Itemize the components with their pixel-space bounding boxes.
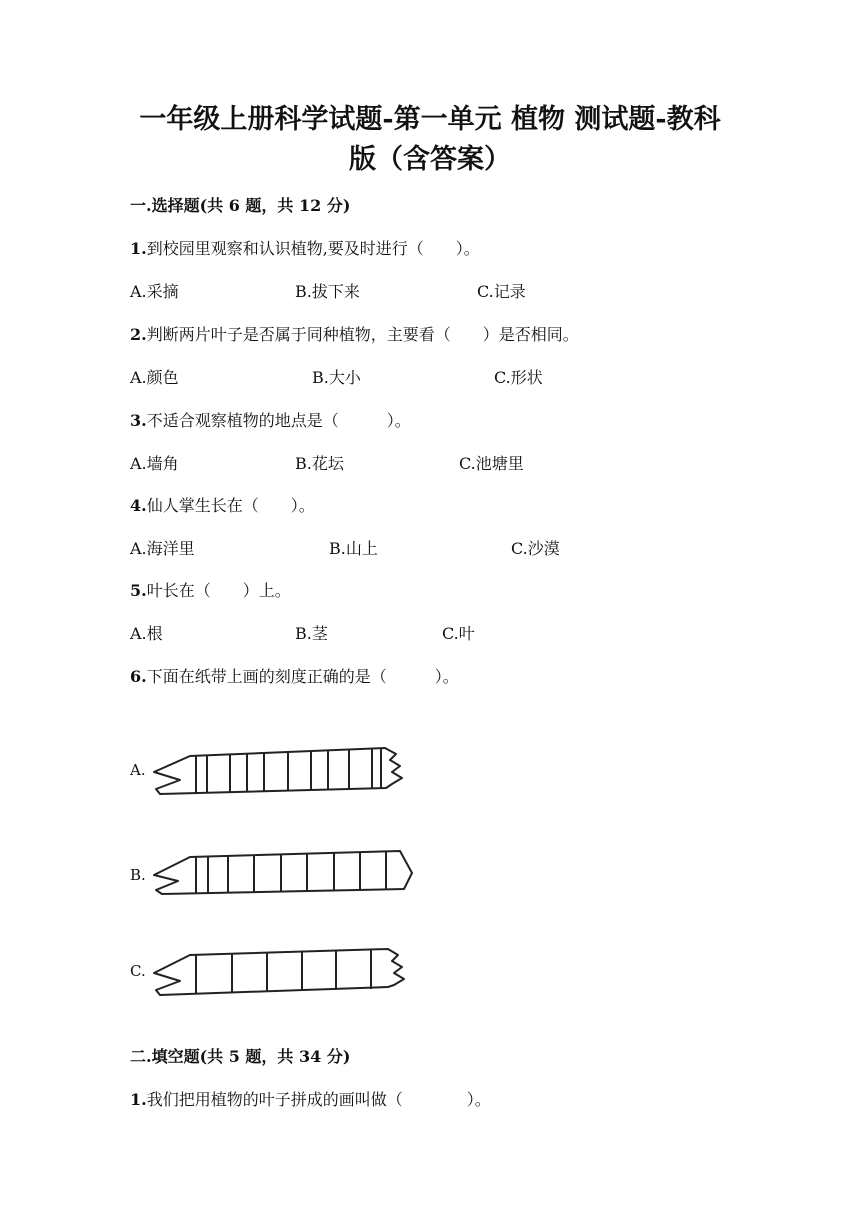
- tape-b-label: B.: [130, 866, 146, 884]
- question-5: [130, 578, 291, 601]
- q3-option-c: C.池塘里: [459, 454, 524, 473]
- q4-option-b: B.山上: [329, 539, 378, 558]
- title-line-2: 版（含答案）: [349, 144, 511, 175]
- question-text: 判断两片叶子是否属于同种植物，主要看（ ）是否相同。: [146, 325, 579, 344]
- q5-option-a: A.根: [130, 624, 163, 643]
- title-line-1: 一年级上册科学试题-第一单元 植物 测试题-教科: [139, 104, 721, 135]
- q4-option-a: A.海洋里: [130, 539, 195, 558]
- paper-tape-b-image: [150, 845, 420, 901]
- question-6: [130, 664, 459, 687]
- question-number: 1.: [130, 1090, 147, 1109]
- question-number: 1.: [130, 239, 147, 258]
- paper-tape-a-image: [150, 740, 420, 802]
- q2-option-b: B.大小: [312, 368, 361, 387]
- question-3: [130, 408, 411, 431]
- tape-a-label: A.: [130, 761, 146, 779]
- q5-option-c: C.叶: [442, 624, 475, 643]
- question-number: 4.: [130, 496, 147, 515]
- question-text: 下面在纸带上画的刻度正确的是（ ）。: [146, 667, 459, 686]
- question-number: 2.: [130, 325, 147, 344]
- question-text: 到校园里观察和认识植物,要及时进行（ ）。: [146, 239, 480, 258]
- q2-option-c: C.形状: [494, 368, 543, 387]
- question-1: [130, 236, 480, 259]
- question-text: 我们把用植物的叶子拼成的画叫做（ ）。: [146, 1090, 491, 1109]
- q1-option-c: C.记录: [477, 282, 526, 301]
- question-fill-1: [130, 1087, 491, 1110]
- q1-option-b: B.拔下来: [295, 282, 360, 301]
- question-text: 仙人掌生长在（ ）。: [146, 496, 315, 515]
- question-2: [130, 322, 579, 345]
- q2-option-a: A.颜色: [130, 368, 179, 387]
- section-heading-choice: 一.选择题(共 6 题，共 12 分): [130, 196, 351, 215]
- question-4: [130, 493, 315, 516]
- paper-tape-c-image: [150, 941, 420, 1001]
- q4-option-c: C.沙漠: [511, 539, 560, 558]
- q1-option-a: A.采摘: [130, 282, 179, 301]
- section-heading-fill-blank: 二.填空题(共 5 题，共 34 分): [130, 1047, 351, 1066]
- question-text: 不适合观察植物的地点是（ ）。: [146, 411, 411, 430]
- page-title: [100, 100, 760, 180]
- question-text: 叶长在（ ）上。: [146, 581, 291, 600]
- q3-option-a: A.墙角: [130, 454, 179, 473]
- question-number: 6.: [130, 667, 147, 686]
- q3-option-b: B.花坛: [295, 454, 344, 473]
- tape-c-label: C.: [130, 962, 146, 980]
- question-number: 5.: [130, 581, 147, 600]
- q5-option-b: B.茎: [295, 624, 328, 643]
- question-number: 3.: [130, 411, 147, 430]
